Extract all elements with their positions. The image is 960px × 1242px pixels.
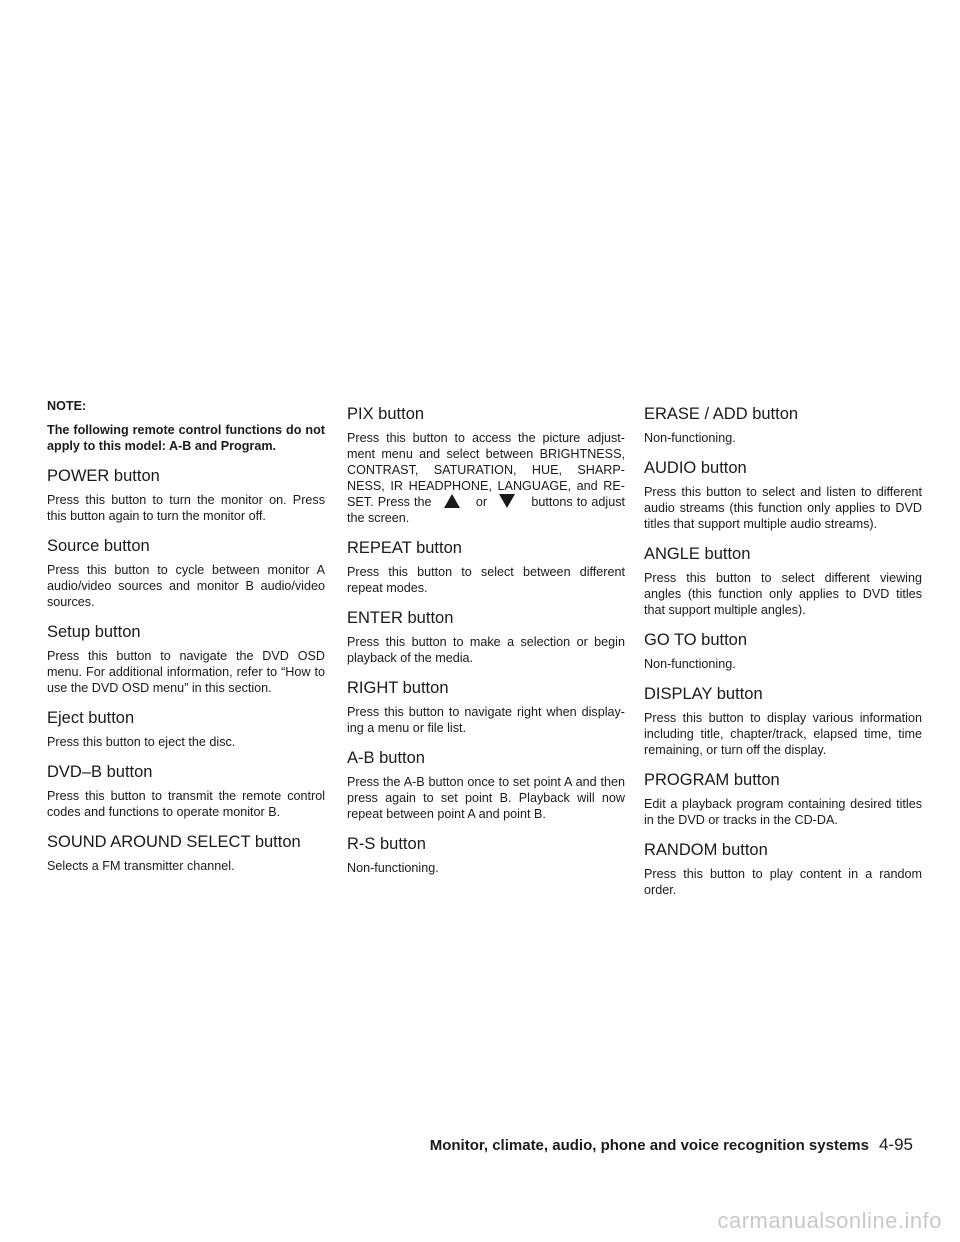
section-title: REPEAT button bbox=[347, 539, 462, 557]
section-title: AUDIO button bbox=[644, 459, 747, 477]
section-title: Setup button bbox=[47, 623, 141, 641]
section-body bbox=[347, 430, 625, 526]
section-audio bbox=[644, 458, 922, 532]
section-body: Press this button to display various information including title, chapter/track, elapsed time, time remaining, or turn off the display. bbox=[644, 711, 922, 757]
section-go-to bbox=[644, 630, 922, 672]
section-body: Non-functioning. bbox=[644, 657, 736, 671]
section-title: ANGLE button bbox=[644, 545, 751, 563]
triangle-down-icon bbox=[499, 494, 515, 508]
section-body: Press the A-B button once to set point A and then press again to set point B. Playback will now repeat between point A and point B. bbox=[347, 775, 625, 821]
section-body: Non-functioning. bbox=[644, 431, 736, 445]
column-3 bbox=[644, 404, 922, 902]
section-eject bbox=[47, 708, 325, 750]
pix-body-a: Press this button to access the picture adjust-ment menu and select between BRIGHTNESS, CONTRAST, SATURATION, HUE, SHARP-NESS, IR HEADPHONE, LANGUAGE, and RE-SET. Press the bbox=[347, 431, 625, 509]
section-source bbox=[47, 536, 325, 610]
pix-body-or: or bbox=[475, 495, 488, 509]
section-title: Eject button bbox=[47, 709, 135, 727]
note-label: NOTE: bbox=[47, 399, 87, 413]
section-title: DVD–B button bbox=[47, 763, 153, 781]
section-repeat bbox=[347, 538, 625, 596]
section-title: ERASE / ADD button bbox=[644, 405, 799, 423]
pix-body-b: buttons to adjust the screen. bbox=[347, 495, 626, 525]
section-body: Press this button to select between different repeat modes. bbox=[347, 565, 625, 595]
section-body: Non-functioning. bbox=[347, 861, 439, 875]
section-r-s bbox=[347, 834, 625, 876]
section-title: PROGRAM button bbox=[644, 771, 780, 789]
section-body: Selects a FM transmitter channel. bbox=[47, 859, 235, 873]
section-title: R-S button bbox=[347, 835, 426, 853]
section-angle bbox=[644, 544, 922, 618]
section-right bbox=[347, 678, 625, 736]
page-number: 4-95 bbox=[878, 1135, 913, 1154]
section-body: Press this button to navigate the DVD OSD menu. For additional information, refer to “How to use the DVD OSD menu” in this section. bbox=[47, 649, 325, 695]
section-body: Press this button to play content in a random order. bbox=[644, 867, 922, 897]
section-body: Press this button to select different viewing angles (this function only applies to DVD titles that support multiple angles). bbox=[644, 571, 922, 617]
section-body: Press this button to select and listen to different audio streams (this function only applies to DVD titles that support multiple audio streams). bbox=[644, 485, 922, 531]
section-setup bbox=[47, 622, 325, 696]
section-dvd-b bbox=[47, 762, 325, 820]
section-title: Source button bbox=[47, 537, 150, 555]
section-a-b bbox=[347, 748, 625, 822]
column-1 bbox=[47, 398, 325, 878]
triangle-up-icon bbox=[444, 494, 460, 508]
section-sound-around-select bbox=[47, 832, 325, 874]
section-display bbox=[644, 684, 922, 758]
section-body: Edit a playback program containing desired titles in the DVD or tracks in the CD-DA. bbox=[644, 797, 922, 827]
section-body: Press this button to turn the monitor on. Press this button again to turn the monitor off. bbox=[47, 493, 325, 523]
section-program bbox=[644, 770, 922, 828]
section-erase-add bbox=[644, 404, 922, 446]
section-enter bbox=[347, 608, 625, 666]
section-random bbox=[644, 840, 922, 898]
section-title: DISPLAY button bbox=[644, 685, 763, 703]
section-title: SOUND AROUND SELECT button bbox=[47, 833, 301, 851]
watermark: carmanualsonline.info bbox=[717, 1208, 942, 1233]
section-pix bbox=[347, 404, 625, 526]
section-body: Press this button to cycle between monitor A audio/video sources and monitor B audio/video sources. bbox=[47, 563, 325, 609]
section-title: RIGHT button bbox=[347, 679, 449, 697]
section-title: ENTER button bbox=[347, 609, 454, 627]
section-title: POWER button bbox=[47, 467, 160, 485]
note-text: The following remote control functions do not apply to this model: A-B and Program. bbox=[47, 423, 325, 453]
column-2 bbox=[347, 404, 625, 880]
section-body: Press this button to eject the disc. bbox=[47, 735, 236, 749]
section-body: Press this button to transmit the remote control codes and functions to operate monitor B. bbox=[47, 789, 325, 819]
section-title: RANDOM button bbox=[644, 841, 768, 859]
section-title: GO TO button bbox=[644, 631, 748, 649]
footer-section-title: Monitor, climate, audio, phone and voice recognition systems bbox=[429, 1137, 869, 1154]
section-body: Press this button to make a selection or begin playback of the media. bbox=[347, 635, 625, 665]
section-title: PIX button bbox=[347, 405, 425, 423]
page-footer bbox=[430, 1135, 913, 1155]
section-title: A-B button bbox=[347, 749, 425, 767]
section-body: Press this button to navigate right when display-ing a menu or file list. bbox=[347, 705, 625, 735]
section-power bbox=[47, 466, 325, 524]
